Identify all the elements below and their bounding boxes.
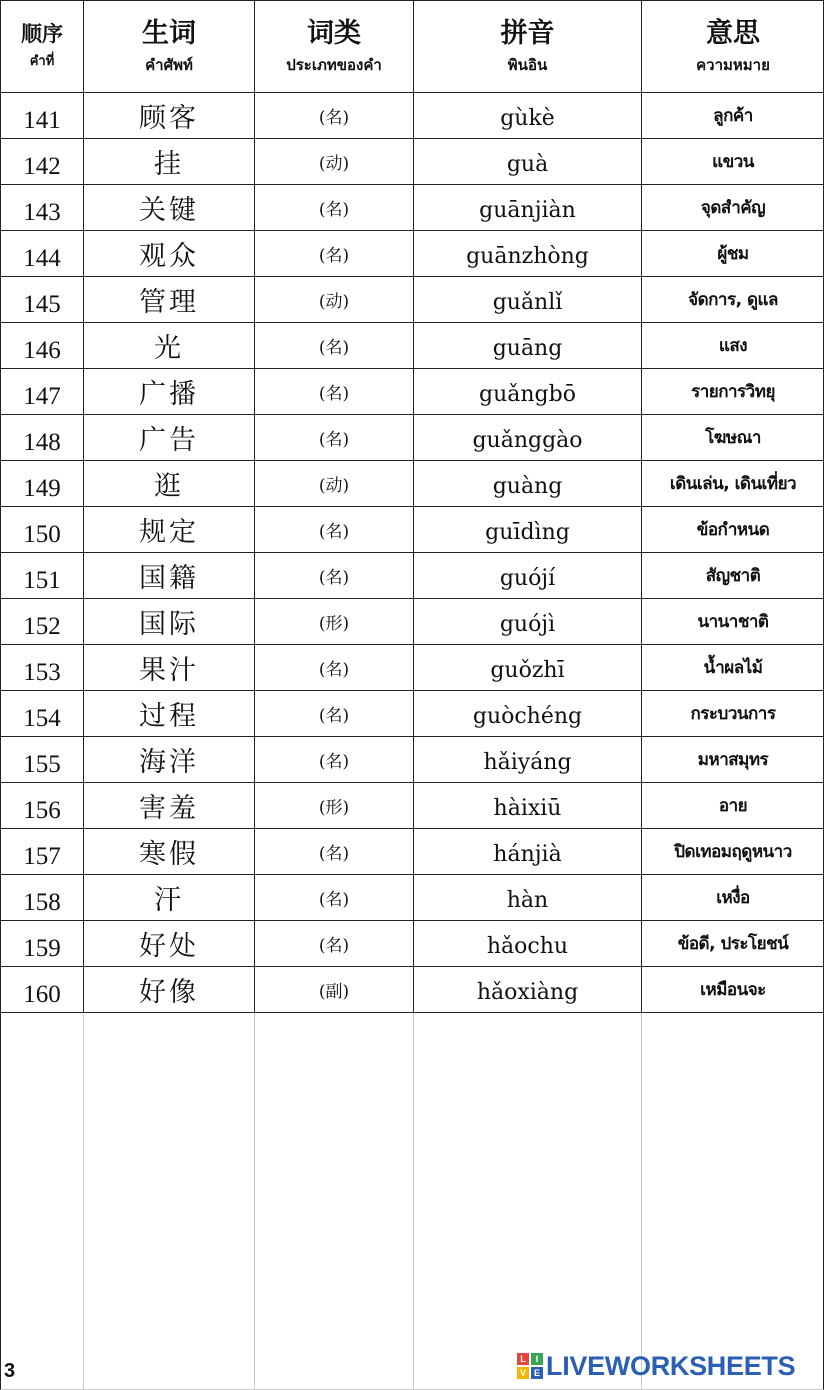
thai-meaning: โฆษณา: [642, 415, 824, 461]
row-number: 159: [1, 921, 84, 967]
thai-meaning: อาย: [642, 783, 824, 829]
header-row: [1, 1, 824, 93]
vocab-word: 顾客: [84, 93, 255, 139]
part-of-speech: (名): [255, 323, 414, 369]
row-number: 157: [1, 829, 84, 875]
header-pos-th: ประเภทของคำ: [286, 55, 382, 74]
logo-letter: V: [517, 1367, 529, 1379]
logo-letter: I: [531, 1353, 543, 1365]
row-number: 141: [1, 93, 84, 139]
pinyin: guǒzhī: [414, 645, 642, 691]
header-word: [84, 1, 255, 93]
table-row: [1, 599, 824, 645]
header-pinyin: [414, 1, 642, 93]
table-row: [1, 415, 824, 461]
part-of-speech: (名): [255, 231, 414, 277]
vocab-word: 国际: [84, 599, 255, 645]
row-number: 149: [1, 461, 84, 507]
thai-meaning: กระบวนการ: [642, 691, 824, 737]
vocab-word: 广告: [84, 415, 255, 461]
table-row: [1, 737, 824, 783]
part-of-speech: (形): [255, 599, 414, 645]
pinyin: guǎngbō: [414, 369, 642, 415]
pinyin: hǎiyáng: [414, 737, 642, 783]
table-row: [1, 461, 824, 507]
vocab-word: 好像: [84, 967, 255, 1013]
vocab-word: 广播: [84, 369, 255, 415]
header-word-cn: 生词: [142, 17, 196, 49]
table-row: [1, 231, 824, 277]
thai-meaning: เดินเล่น, เดินเที่ยว: [642, 461, 824, 507]
part-of-speech: (名): [255, 691, 414, 737]
pinyin: guǎnggào: [414, 415, 642, 461]
pinyin: guójí: [414, 553, 642, 599]
thai-meaning: แสง: [642, 323, 824, 369]
row-number: 156: [1, 783, 84, 829]
vocab-word: 好处: [84, 921, 255, 967]
thai-meaning: ผู้ชม: [642, 231, 824, 277]
header-order-cn: 顺序: [21, 20, 63, 46]
thai-meaning: ข้อดี, ประโยชน์: [642, 921, 824, 967]
page-number: 3: [4, 1360, 16, 1382]
vocab-word: 果汁: [84, 645, 255, 691]
part-of-speech: (名): [255, 829, 414, 875]
table-row: [1, 93, 824, 139]
part-of-speech: (名): [255, 645, 414, 691]
vocab-word: 汗: [84, 875, 255, 921]
vocab-word: 过程: [84, 691, 255, 737]
part-of-speech: (动): [255, 461, 414, 507]
pinyin: guānjiàn: [414, 185, 642, 231]
pinyin: hǎoxiàng: [414, 967, 642, 1013]
part-of-speech: (动): [255, 139, 414, 185]
pinyin: guòchéng: [414, 691, 642, 737]
table-row: [1, 875, 824, 921]
thai-meaning: เหงื่อ: [642, 875, 824, 921]
row-number: 160: [1, 967, 84, 1013]
row-number: 144: [1, 231, 84, 277]
header-pinyin-th: พินอิน: [507, 55, 548, 74]
vocab-word: 寒假: [84, 829, 255, 875]
row-number: 148: [1, 415, 84, 461]
column-divider: [641, 1013, 642, 1389]
part-of-speech: (名): [255, 921, 414, 967]
vocab-word: 国籍: [84, 553, 255, 599]
vocab-word: 光: [84, 323, 255, 369]
table-row: [1, 277, 824, 323]
header-pos-cn: 词类: [307, 17, 361, 49]
row-number: 153: [1, 645, 84, 691]
vocab-word: 挂: [84, 139, 255, 185]
thai-meaning: เหมือนจะ: [642, 967, 824, 1013]
part-of-speech: (名): [255, 185, 414, 231]
part-of-speech: (名): [255, 553, 414, 599]
thai-meaning: ลูกค้า: [642, 93, 824, 139]
row-number: 151: [1, 553, 84, 599]
row-number: 158: [1, 875, 84, 921]
row-number: 146: [1, 323, 84, 369]
header-meaning: [642, 1, 824, 93]
thai-meaning: จัดการ, ดูแล: [642, 277, 824, 323]
pinyin: guàng: [414, 461, 642, 507]
row-number: 145: [1, 277, 84, 323]
table-row: [1, 645, 824, 691]
vocab-word: 关键: [84, 185, 255, 231]
thai-meaning: นานาชาติ: [642, 599, 824, 645]
row-number: 150: [1, 507, 84, 553]
pinyin: hàn: [414, 875, 642, 921]
thai-meaning: มหาสมุทร: [642, 737, 824, 783]
part-of-speech: (名): [255, 875, 414, 921]
row-number: 147: [1, 369, 84, 415]
table-row: [1, 783, 824, 829]
vocab-word: 管理: [84, 277, 255, 323]
pinyin: hánjià: [414, 829, 642, 875]
vocab-word: 逛: [84, 461, 255, 507]
vocab-word: 规定: [84, 507, 255, 553]
column-divider: [254, 1013, 255, 1389]
thai-meaning: รายการวิทยุ: [642, 369, 824, 415]
pinyin: guāng: [414, 323, 642, 369]
pinyin: guà: [414, 139, 642, 185]
part-of-speech: (形): [255, 783, 414, 829]
header-pinyin-cn: 拼音: [500, 17, 555, 49]
table-row: [1, 185, 824, 231]
table-row: [1, 829, 824, 875]
thai-meaning: สัญชาติ: [642, 553, 824, 599]
column-divider: [413, 1013, 414, 1389]
row-number: 142: [1, 139, 84, 185]
logo-letter: L: [517, 1353, 529, 1365]
pinyin: gùkè: [414, 93, 642, 139]
part-of-speech: (名): [255, 93, 414, 139]
vocab-word: 害羞: [84, 783, 255, 829]
pinyin: guānzhòng: [414, 231, 642, 277]
thai-meaning: น้ำผลไม้: [642, 645, 824, 691]
liveworksheets-wordmark: LIVEWORKSHEETS: [546, 1350, 796, 1381]
row-number: 143: [1, 185, 84, 231]
part-of-speech: (名): [255, 737, 414, 783]
header-meaning-cn: 意思: [706, 17, 760, 49]
part-of-speech: (副): [255, 967, 414, 1013]
part-of-speech: (名): [255, 415, 414, 461]
vocab-word: 海洋: [84, 737, 255, 783]
thai-meaning: ข้อกำหนด: [642, 507, 824, 553]
pinyin: guǎnlǐ: [414, 277, 642, 323]
column-divider: [83, 1013, 84, 1389]
logo-letter: E: [531, 1367, 543, 1379]
part-of-speech: (动): [255, 277, 414, 323]
table-row: [1, 507, 824, 553]
table-row: [1, 139, 824, 185]
table-row: [1, 691, 824, 737]
table-row: [1, 369, 824, 415]
table-row: [1, 323, 824, 369]
header-word-th: คำศัพท์: [145, 55, 193, 74]
pinyin: guójì: [414, 599, 642, 645]
header-part-of-speech: [255, 1, 414, 93]
table-row: [1, 921, 824, 967]
header-order: [1, 1, 84, 93]
pinyin: hàixiū: [414, 783, 642, 829]
liveworksheets-logo[interactable]: [517, 1352, 795, 1380]
header-meaning-th: ความหมาย: [696, 55, 770, 74]
part-of-speech: (名): [255, 507, 414, 553]
vocab-word: 观众: [84, 231, 255, 277]
row-number: 152: [1, 599, 84, 645]
thai-meaning: แขวน: [642, 139, 824, 185]
thai-meaning: ปิดเทอมฤดูหนาว: [642, 829, 824, 875]
thai-meaning: จุดสำคัญ: [642, 185, 824, 231]
table-row: [1, 553, 824, 599]
row-number: 154: [1, 691, 84, 737]
pinyin: hǎochu: [414, 921, 642, 967]
liveworksheets-logo-icon: [517, 1353, 543, 1379]
table-row: [1, 967, 824, 1013]
part-of-speech: (名): [255, 369, 414, 415]
pinyin: guīdìng: [414, 507, 642, 553]
header-order-th: คำที่: [29, 53, 55, 69]
row-number: 155: [1, 737, 84, 783]
